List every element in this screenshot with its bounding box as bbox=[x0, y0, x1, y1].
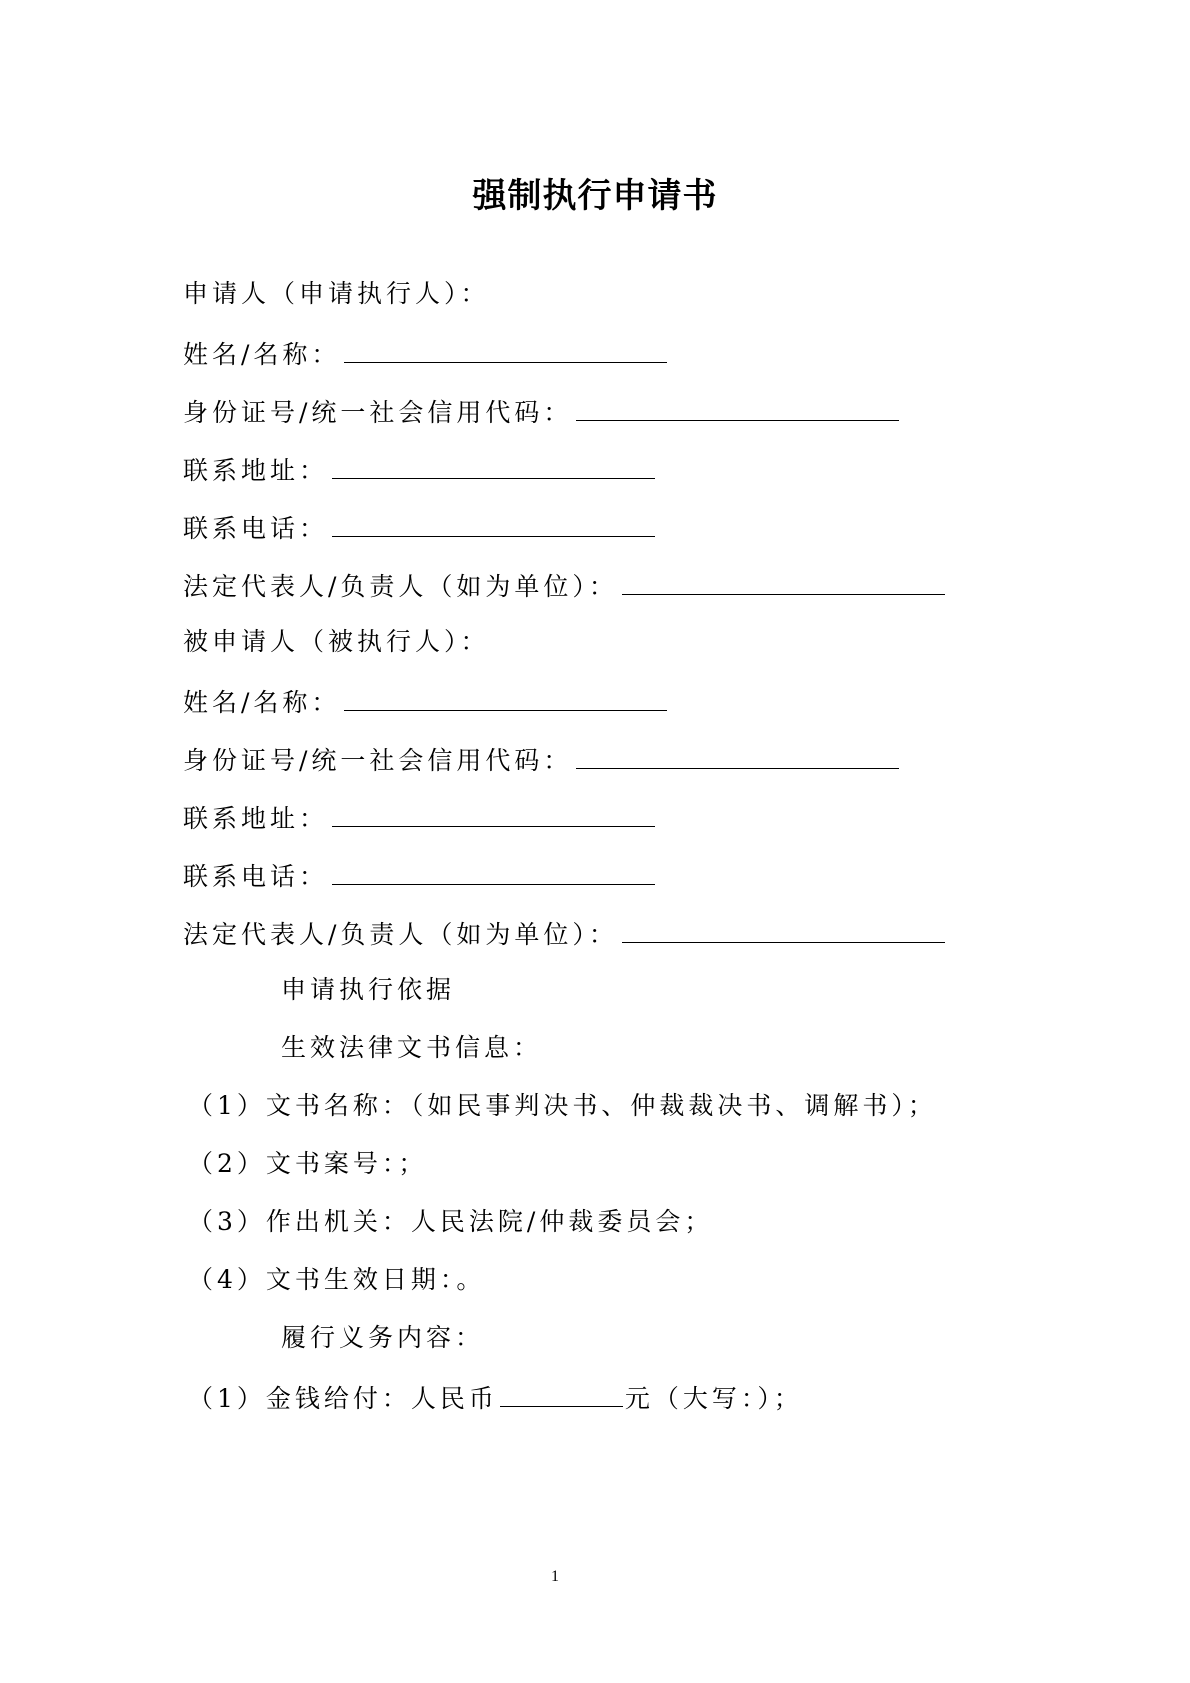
basis-item-2: （2）文书案号：； bbox=[188, 1149, 428, 1178]
respondent-id-blank bbox=[576, 742, 899, 769]
applicant-id-label: 身份证号/统一社会信用代码： bbox=[183, 398, 573, 427]
applicant-legal-rep-row bbox=[183, 568, 945, 603]
obligation-item-1-prefix: （1）金钱给付：人民币 bbox=[188, 1384, 498, 1413]
applicant-id-row bbox=[183, 394, 899, 429]
respondent-address-label: 联系地址： bbox=[183, 804, 329, 833]
applicant-id-blank bbox=[576, 394, 899, 421]
respondent-heading: 被申请人（被执行人）： bbox=[183, 627, 490, 656]
applicant-heading: 申请人（申请执行人）： bbox=[183, 279, 490, 308]
respondent-name-blank bbox=[344, 684, 667, 711]
applicant-phone-row bbox=[183, 510, 655, 545]
basis-item-4: （4）文书生效日期：。 bbox=[188, 1265, 486, 1294]
basis-subheading: 生效法律文书信息： bbox=[281, 1033, 543, 1062]
applicant-address-label: 联系地址： bbox=[183, 456, 329, 485]
respondent-id-label: 身份证号/统一社会信用代码： bbox=[183, 746, 573, 775]
respondent-legal-rep-label: 法定代表人/负责人（如为单位）： bbox=[183, 920, 618, 949]
obligation-item-1 bbox=[188, 1380, 803, 1415]
respondent-address-row bbox=[183, 800, 655, 835]
page-number: 1 bbox=[551, 1568, 559, 1585]
document-title: 强制执行申请书 bbox=[472, 176, 718, 216]
respondent-address-blank bbox=[332, 800, 655, 827]
applicant-name-label: 姓名/名称： bbox=[183, 340, 341, 369]
applicant-legal-rep-blank bbox=[622, 568, 945, 595]
applicant-phone-label: 联系电话： bbox=[183, 514, 329, 543]
obligation-amount-blank bbox=[500, 1380, 623, 1407]
respondent-legal-rep-blank bbox=[622, 916, 945, 943]
respondent-phone-label: 联系电话： bbox=[183, 862, 329, 891]
respondent-phone-blank bbox=[332, 858, 655, 885]
applicant-address-blank bbox=[332, 452, 655, 479]
basis-item-1: （1）文书名称：（如民事判决书、仲裁裁决书、调解书）； bbox=[188, 1091, 937, 1120]
applicant-name-row bbox=[183, 336, 667, 371]
obligation-heading: 履行义务内容： bbox=[281, 1323, 485, 1352]
respondent-phone-row bbox=[183, 858, 655, 893]
applicant-name-blank bbox=[344, 336, 667, 363]
respondent-legal-rep-row bbox=[183, 916, 945, 951]
basis-item-3: （3）作出机关：人民法院/仲裁委员会； bbox=[188, 1207, 714, 1236]
applicant-phone-blank bbox=[332, 510, 655, 537]
basis-heading: 申请执行依据 bbox=[281, 975, 456, 1004]
obligation-item-1-suffix: 元（大写：）； bbox=[624, 1384, 803, 1413]
respondent-id-row bbox=[183, 742, 899, 777]
applicant-address-row bbox=[183, 452, 655, 487]
respondent-name-label: 姓名/名称： bbox=[183, 688, 341, 717]
respondent-name-row bbox=[183, 684, 667, 719]
applicant-legal-rep-label: 法定代表人/负责人（如为单位）： bbox=[183, 572, 618, 601]
